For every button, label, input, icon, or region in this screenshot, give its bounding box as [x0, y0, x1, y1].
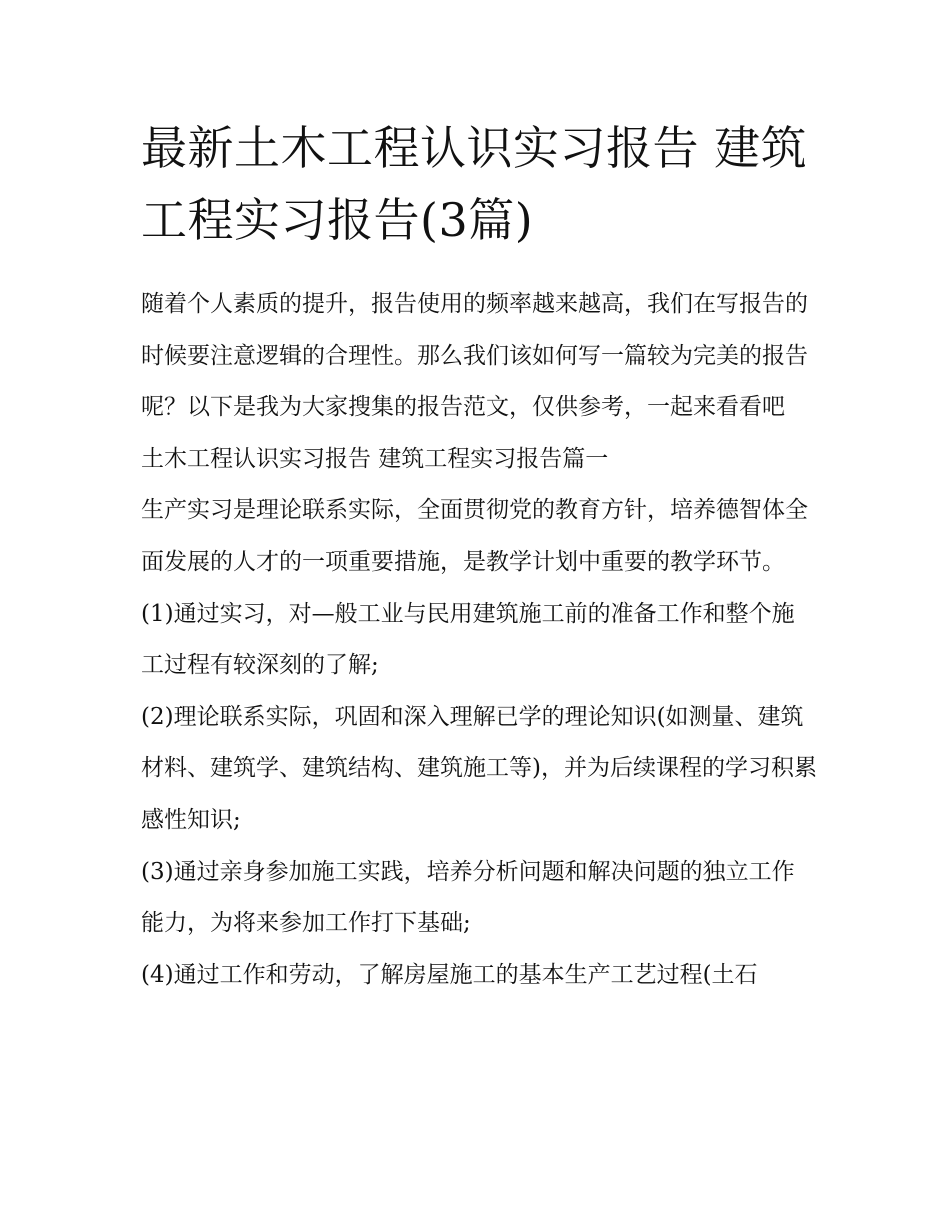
section-heading: 土木工程认识实习报告 建筑工程实习报告篇一 — [141, 445, 609, 472]
document-body — [141, 279, 817, 1001]
list-item-1: (1)通过实习，对—般工业与民用建筑施工前的准备工作和整个施工过程有较深刻的了解; — [141, 600, 795, 679]
body-paragraph: 生产实习是理论联系实际，全面贯彻党的教育方针，培养德智体全面发展的人才的一项重要措施，是教学计划中重要的教学环节。 — [141, 497, 808, 575]
list-item-4: (4)通过工作和劳动，了解房屋施工的基本生产工艺过程(土石 — [141, 961, 758, 988]
list-item-3: (3)通过亲身参加施工实践，培养分析问题和解决问题的独立工作能力，为将来参加工作打下基础; — [141, 858, 795, 937]
intro-paragraph: 随着个人素质的提升，报告使用的频率越来越高，我们在写报告的时候要注意逻辑的合理性。那么我们该如何写一篇较为完美的报告呢？以下是我为大家搜集的报告范文，仅供参考，一起来看看吧 — [141, 291, 808, 421]
document-title: 最新土木工程认识实习报告 建筑工程实习报告(3篇) — [141, 121, 808, 247]
list-item-2: (2)理论联系实际，巩固和深入理解已学的理论知识(如测量、建筑材料、建筑学、建筑结构、建筑施工等)，并为后续课程的学习积累感性知识; — [141, 703, 817, 833]
